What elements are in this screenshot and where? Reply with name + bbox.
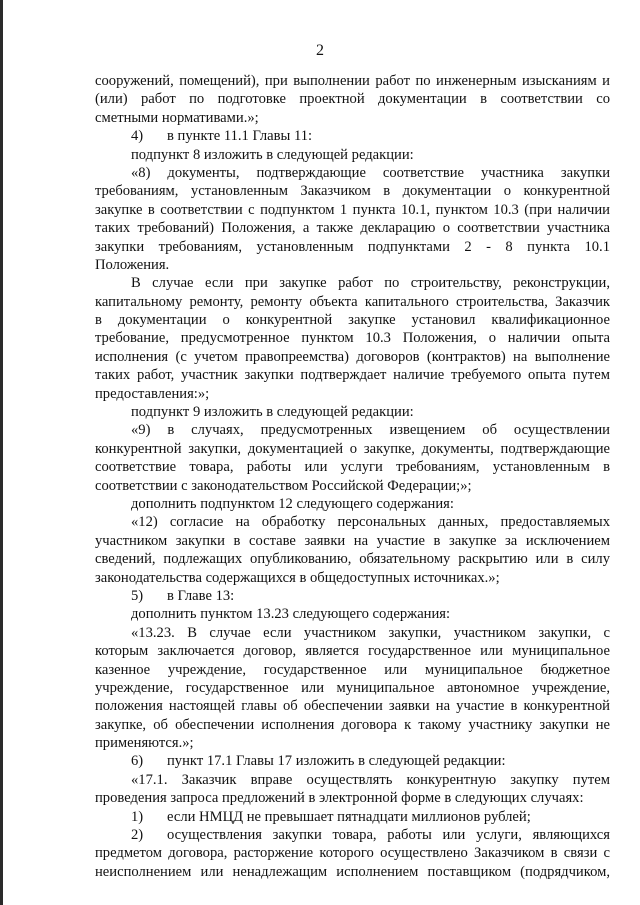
list-number: 1) (131, 808, 144, 825)
line-text: пункт 17.1 Главы 17 изложить в следующей редакции: (167, 753, 506, 770)
line-text: соответствии с законодательством Российской Федерации;»; (95, 477, 472, 494)
line-text: таких требований) Положения, а также декларацию о соответствии участника (95, 220, 610, 237)
line-text: капитальному ремонту, ремонту объекта капитального строительства, Заказчик (95, 293, 610, 310)
line-text: закупки требованиям, установленным подпунктами 2 - 8 пункта 10.1 (95, 238, 610, 255)
line-text: учреждение, государственное или муниципальное автономное учреждение, (95, 679, 610, 696)
line-text: подпункт 8 изложить в следующей редакции: (131, 146, 414, 163)
text-line (95, 385, 610, 403)
text-line (95, 403, 610, 421)
text-line (95, 734, 610, 752)
line-text: требованиям, установленным Заказчиком в документации о конкурентной (95, 183, 610, 200)
text-line (95, 587, 610, 605)
text-line (95, 826, 610, 844)
text-line (95, 440, 610, 458)
line-text: дополнить пунктом 13.23 следующего содержания: (131, 606, 451, 623)
line-text: подпункт 9 изложить в следующей редакции: (131, 404, 414, 421)
line-text: применяются.»; (95, 735, 194, 752)
line-text: Положения. (95, 256, 170, 273)
line-text: которым заключается договор, является государственное или муниципальное (95, 643, 610, 660)
text-line (95, 238, 610, 256)
text-line (95, 808, 610, 826)
text-line (95, 550, 610, 568)
text-line (95, 679, 610, 697)
document-body (95, 72, 610, 881)
text-line (95, 127, 610, 145)
text-line (95, 201, 610, 219)
line-text: осуществления закупки товара, работы или услуги, являющихся (167, 827, 610, 844)
text-line (95, 624, 610, 642)
text-line (95, 219, 610, 237)
text-line (95, 421, 610, 439)
line-text: конкурентной закупки, документацией о закупке, документы, подтверждающие (95, 440, 610, 457)
text-line (95, 863, 610, 881)
line-text: «8) документы, подтверждающие соответствие участника закупки (131, 164, 610, 181)
text-line (95, 293, 610, 311)
text-line (95, 513, 610, 531)
text-line (95, 458, 610, 476)
line-text: (или) работ по подготовке проектной документации в соответствии со (95, 91, 610, 108)
line-text: «17.1. Заказчик вправе осуществлять конкурентную закупку путем (131, 771, 610, 788)
text-line (95, 844, 610, 862)
line-text: предметом договора, расторжение которого осуществлено Заказчиком в связи с (95, 845, 610, 862)
text-line (95, 605, 610, 623)
line-text: таких работ, участник закупки подтверждает наличие требуемого опыта путем (95, 367, 610, 384)
text-line (95, 752, 610, 770)
line-text: в Главе 13: (167, 587, 235, 604)
text-line (95, 109, 610, 127)
list-number: 4) (131, 128, 144, 145)
text-line (95, 697, 610, 715)
text-line (95, 72, 610, 90)
line-text: закупке, об обеспечении исполнения договора к такому участнику закупки не (95, 716, 610, 733)
line-text: проведения запроса предложений в электронной форме в следующих случаях: (95, 790, 584, 807)
text-line (95, 789, 610, 807)
line-text: сметными нормативами.»; (95, 109, 259, 126)
text-line (95, 532, 610, 550)
list-number: 5) (131, 587, 144, 604)
text-line (95, 642, 610, 660)
text-line (95, 495, 610, 513)
line-text: в документации о конкурентной закупке установил квалификационное (95, 312, 610, 329)
text-line (95, 771, 610, 789)
scan-left-edge (0, 0, 3, 905)
line-text: сведений, подлежащих опубликованию, обязательному раскрытию или в силу (95, 551, 610, 568)
text-line (95, 477, 610, 495)
line-text: положения настоящей главы об обеспечении заявки на участие в конкурентной (95, 698, 610, 715)
line-text: дополнить подпунктом 12 следующего содержания: (131, 495, 454, 512)
line-text: «12) согласие на обработку персональных данных, предоставляемых (131, 514, 610, 531)
text-line (95, 329, 610, 347)
line-text: если НМЦД не превышает пятнадцати миллионов рублей; (167, 808, 531, 825)
line-text: требование, предусмотренное пунктом 10.3 Положения, о наличии опыта (95, 330, 610, 347)
line-text: исполнения (с учетом правопреемства) договоров (контрактов) на выполнение (95, 348, 610, 365)
line-text: в пункте 11.1 Главы 11: (167, 128, 313, 145)
line-text: участником закупки в составе заявки на участие в закупке за исключением (95, 532, 610, 549)
line-text: неисполнением или ненадлежащим исполнением поставщиком (подрядчиком, (95, 863, 610, 880)
line-text: закупке в соответствии с подпунктом 1 пункта 10.1, пунктом 10.3 (при наличии (95, 201, 610, 218)
text-line (95, 164, 610, 182)
line-text: законодательства содержащихся в общедоступных источниках.»; (95, 569, 500, 586)
page-number: 2 (316, 42, 324, 59)
line-text: В случае если при закупке работ по строительству, реконструкции, (131, 275, 610, 292)
text-line (95, 716, 610, 734)
line-text: сооружений, помещений), при выполнении работ по инженерным изысканиям и (95, 73, 610, 89)
line-text: «13.23. В случае если участником закупки, участником закупки, с (131, 624, 610, 641)
text-line (95, 661, 610, 679)
text-line (95, 366, 610, 384)
text-line (95, 90, 610, 108)
list-number: 6) (131, 753, 144, 770)
line-text: «9) в случаях, предусмотренных извещением об осуществлении (131, 422, 610, 439)
text-line (95, 146, 610, 164)
text-line (95, 182, 610, 200)
text-line (95, 274, 610, 292)
text-line (95, 569, 610, 587)
line-text: казенное учреждение, государственное или муниципальное бюджетное (95, 661, 610, 678)
line-text: предоставления:»; (95, 385, 210, 402)
text-line (95, 311, 610, 329)
list-number: 2) (131, 827, 144, 844)
line-text: соответствие товара, работы или услуги требованиям, установленным в (95, 459, 610, 476)
text-line (95, 348, 610, 366)
text-line (95, 256, 610, 274)
